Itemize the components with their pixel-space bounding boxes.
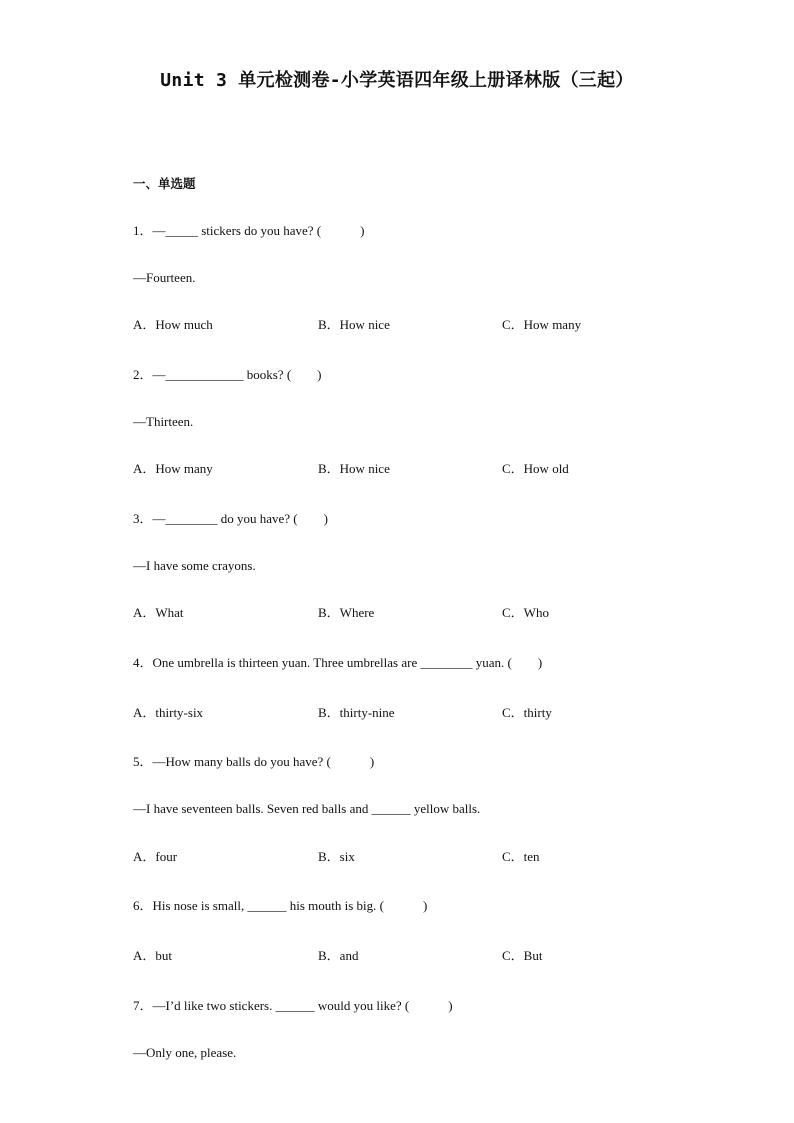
question-6: 6．His nose is small, ______ his mouth is big. ( ): [133, 898, 428, 913]
question-3-dialogue: —I have some crayons.: [133, 558, 256, 573]
question-2-option-a[interactable]: A．How many: [133, 461, 213, 476]
question-5-option-b[interactable]: B．six: [318, 849, 355, 864]
question-4-option-c[interactable]: C．thirty: [502, 705, 552, 720]
question-5-option-c[interactable]: C．ten: [502, 849, 540, 864]
question-7-dialogue: —Only one, please.: [133, 1045, 237, 1060]
question-2: 2．—____________ books? ( ): [133, 367, 322, 382]
question-3-option-b[interactable]: B．Where: [318, 605, 375, 620]
question-4-option-b[interactable]: B．thirty-nine: [318, 705, 395, 720]
question-4-option-a[interactable]: A．thirty-six: [133, 705, 204, 720]
question-3-option-a[interactable]: A．What: [133, 605, 184, 620]
page-title: Unit 3 单元检测卷-小学英语四年级上册译林版（三起）: [160, 70, 634, 91]
question-3: 3．—________ do you have? ( ): [133, 511, 328, 526]
question-7: 7．—I’d like two stickers. ______ would you like? ( ): [133, 998, 453, 1013]
question-2-option-b[interactable]: B．How nice: [318, 461, 390, 476]
question-1-dialogue: —Fourteen.: [133, 270, 196, 285]
question-5-dialogue: —I have seventeen balls. Seven red balls and ______ yellow balls.: [133, 801, 481, 816]
question-1-option-c[interactable]: C．How many: [502, 317, 582, 332]
question-5: 5．—How many balls do you have? ( ): [133, 754, 375, 769]
question-1-option-a[interactable]: A．How much: [133, 317, 213, 332]
question-2-dialogue: —Thirteen.: [133, 414, 194, 429]
question-1-option-b[interactable]: B．How nice: [318, 317, 390, 332]
question-6-option-b[interactable]: B．and: [318, 948, 359, 963]
question-6-option-a[interactable]: A．but: [133, 948, 173, 963]
question-6-option-c[interactable]: C．But: [502, 948, 543, 963]
question-4: 4．One umbrella is thirteen yuan. Three umbrellas are ________ yuan. ( ): [133, 655, 543, 670]
section-heading: 一、单选题: [133, 176, 196, 191]
question-3-option-c[interactable]: C．Who: [502, 605, 549, 620]
question-5-option-a[interactable]: A．four: [133, 849, 178, 864]
question-1: 1．—_____ stickers do you have? ( ): [133, 223, 365, 238]
question-2-option-c[interactable]: C．How old: [502, 461, 569, 476]
